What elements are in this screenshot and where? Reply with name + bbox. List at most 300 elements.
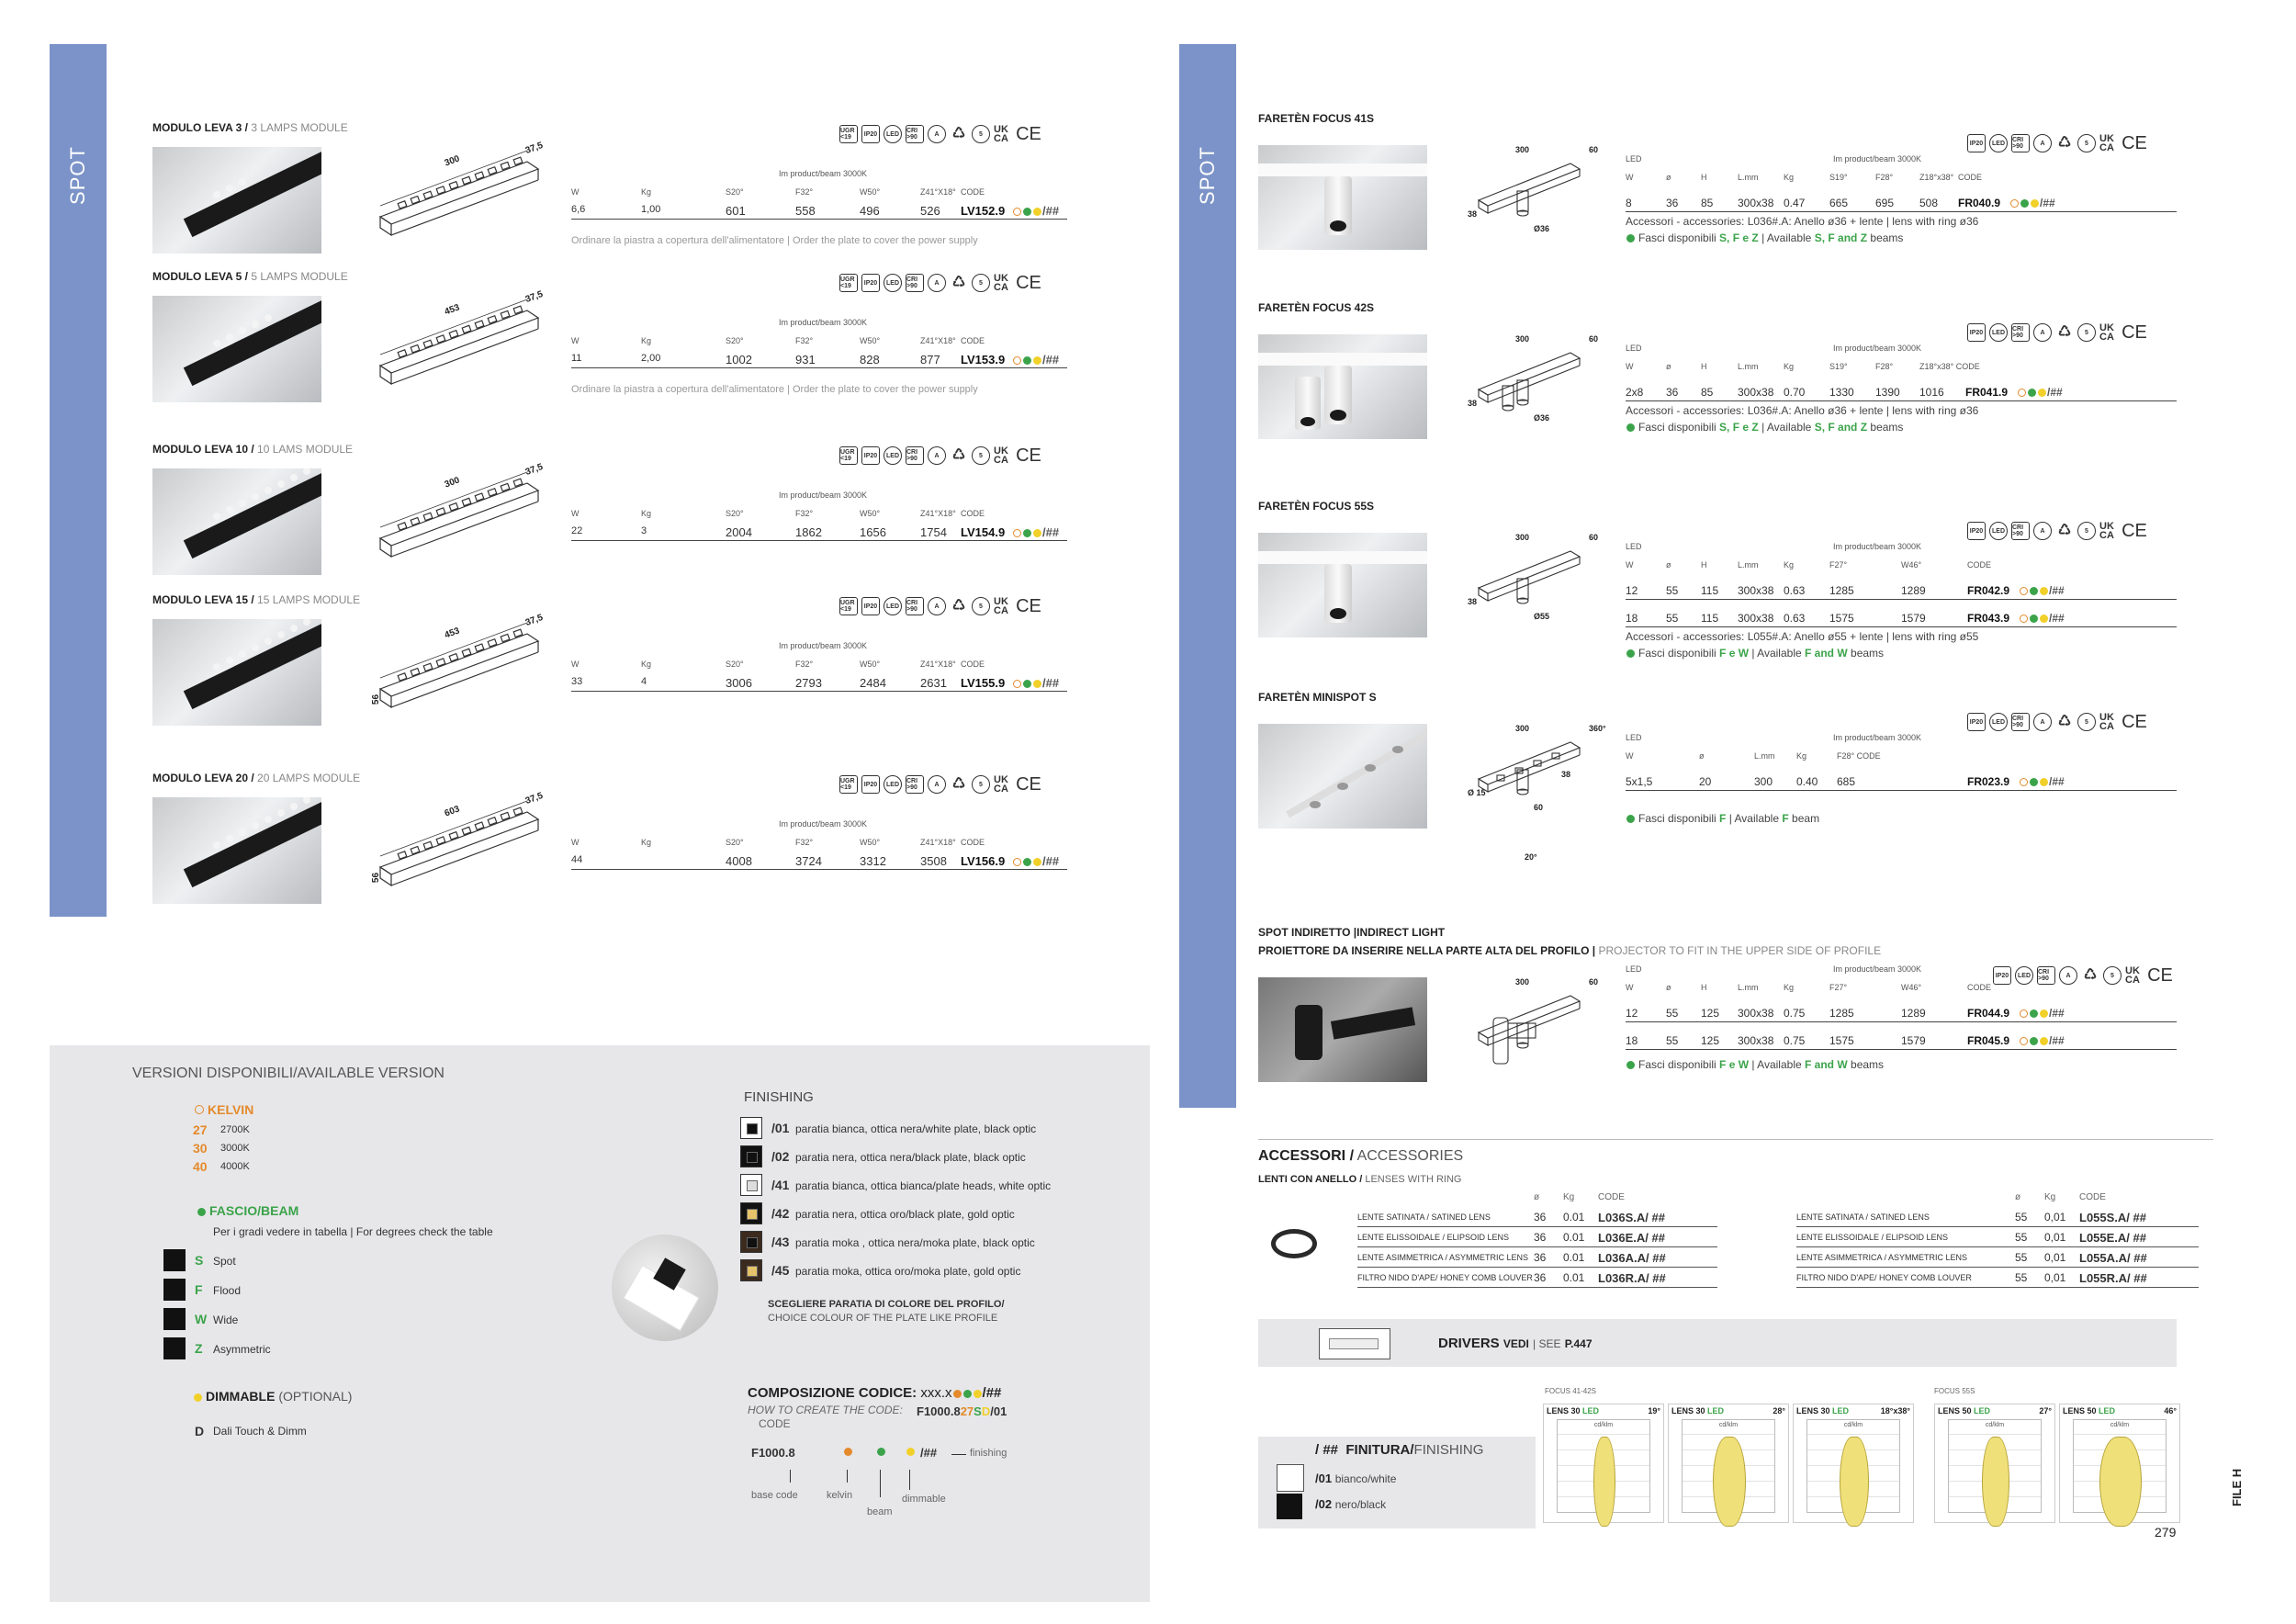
acc-name: LENTE ELISSOIDALE / ELIPSOID LENS [1357,1233,1510,1242]
ip20-icon: IP20 [861,597,880,615]
beam-dot-icon [1626,423,1635,432]
product-title-minispot: FARETÈN MINISPOT S [1258,691,1377,704]
product-title-focus55: FARETÈN FOCUS 55S [1258,500,1375,513]
ukca-icon: UK CA [994,596,1008,616]
drawing-label: 360° [1589,724,1606,733]
lens-chart-angle: 27° [2039,1406,2052,1415]
kelvin-title: KELVIN [195,1102,253,1117]
cri-icon: CRI >90 [906,446,924,465]
acc-d: 36 [1534,1251,1547,1264]
spec-header-cell: W [1626,751,1634,761]
spec-value-cell: 3 [641,525,647,536]
beam-dot-icon [197,1208,206,1216]
kelvin-code-27: 27 [193,1122,208,1137]
acc-rule [1357,1267,1717,1268]
spec-value-cell: 44 [571,854,583,865]
finishing-code-02: /02 [771,1149,790,1164]
dimm-dot-icon [2040,587,2048,595]
finishing-swatch-45 [740,1259,762,1281]
spec-header-cell: S20° [726,336,744,345]
spec-value-cell: 1575 [1829,612,1854,625]
finishing-code-43: /43 [771,1235,790,1249]
composition-label-kelvin: kelvin [827,1490,853,1501]
product-title-leva20: MODULO LEVA 20 / 20 LAMPS MODULE [152,772,361,784]
energy-a-icon: A [928,274,946,292]
cri-icon: CRI >90 [2037,966,2055,985]
composition-base: F1000.8 [751,1446,795,1460]
spec-header-cell: ø [1666,983,1671,992]
option-dots [2019,1034,2049,1047]
warranty-5-icon: 5 [972,775,990,794]
spec-header-cell: F32° [795,187,814,197]
spec-header-cell: F27° [1829,983,1848,992]
dimm-dot-icon [1033,858,1041,866]
composition-base-suffix: /## [920,1446,938,1460]
spec-table-leva5 [571,318,1067,373]
finitura-item-2: /02 nero/black [1315,1497,1387,1511]
spec-value-cell: 1862 [795,525,822,539]
energy-a-icon: A [928,125,946,143]
acc-kg: 0.01 [1563,1231,1585,1244]
spec-rule [1626,599,2177,600]
drivers-label: DRIVERS VEDI | SEE P.447 [1438,1336,1593,1351]
spec-rule [1626,400,2177,401]
spec-header-cell: Kg [1784,362,1795,371]
lens-chart-angle: 18°x38° [1880,1406,1910,1415]
ip20-icon: IP20 [1967,134,1986,152]
option-dots [1012,854,1042,868]
acc-kg: 0.01 [1563,1211,1585,1224]
product-code: LV152.9 [961,204,1006,218]
spec-value-cell: 55 [1666,612,1679,625]
spec-header-cell: ø [1666,560,1671,570]
beam-code-F: F [195,1282,203,1297]
spec-header-cell: ø [1666,173,1671,182]
spec-rule [571,869,1067,870]
ip20-icon: IP20 [1967,522,1986,540]
led-icon: LED [1989,713,2008,731]
finitura-box [1258,1437,1536,1528]
spec-header-cell: H [1701,560,1707,570]
accessories-top-rule [1258,1139,2213,1140]
spec-header-row [1626,560,2177,573]
drawing-dim-width: 37,5 [523,141,545,156]
energy-a-icon: A [2033,323,2052,342]
kelvin-ring-icon [195,1105,204,1114]
cri-icon: CRI >90 [2011,713,2030,731]
finishing-code-41: /41 [771,1178,790,1192]
acc-code: L055A.A/ ## [2079,1251,2147,1265]
spec-rule [1626,790,2177,791]
drawing-dim-width: 37,5 [523,462,545,478]
recycle-icon: ♺ [951,598,966,614]
cert-icons [839,125,1040,143]
lens-chart-3 [1793,1404,1914,1523]
spec-header-cell: H [1701,362,1707,371]
spec-header-cell: ø [1699,751,1705,761]
drawing-label: 60 [1534,803,1544,812]
drawing-label: 38 [1561,770,1571,779]
spec-value-row [571,525,1067,538]
drawing-label: 38 [1468,399,1478,408]
beam-dot-icon [1023,356,1031,365]
spec-value-row [1626,386,2177,399]
lens-chart-2 [1668,1404,1789,1523]
beam-code-W: W [195,1312,208,1326]
accessory-note: Accessori - accessories: L036#.A: Anello ø36 + lente | lens with ring ø36 [1626,404,1979,417]
spec-rule [571,540,1067,541]
dimm-dot-icon [2040,778,2048,786]
spec-header-cell: Z18°x38° CODE [1919,362,1980,371]
energy-a-icon: A [928,597,946,615]
spec-value-cell: 4 [641,676,647,687]
spec-value-cell: 3312 [860,854,886,868]
ip20-icon: IP20 [1967,323,1986,342]
spec-header-cell: Kg [641,336,652,345]
product-title-indiretto: SPOT INDIRETTO |INDIRECT LIGHT [1258,926,1446,939]
code-options: /## [2019,775,2065,788]
spec-value-cell: 36 [1666,197,1679,209]
acc-name: FILTRO NIDO D'APE/ HONEY COMB LOUVER [1796,1273,1972,1282]
acc-header-code: CODE [2079,1192,2106,1202]
dimm-dot-icon [1033,208,1041,216]
acc-kg: 0,01 [2044,1231,2066,1244]
composition-dash [951,1454,966,1455]
spec-header-cell: F28° CODE [1837,751,1881,761]
kelvin-ring-icon [2020,615,2028,623]
spec-header-cell: S19° [1829,173,1848,182]
spec-value-cell: 6,6 [571,204,586,215]
spec-value-cell: 0.40 [1796,775,1818,788]
cert-icons [839,775,1040,794]
lens-chart-unit: cd/klm [1985,1422,2005,1428]
drawing-label: Ø 15 [1468,788,1486,797]
led-icon: LED [884,446,902,465]
spec-value-cell: 2,00 [641,353,661,364]
code-options: /## [2019,1007,2065,1020]
finishing-label-01: paratia bianca, ottica nera/white plate, black optic [795,1122,1037,1135]
led-icon: LED [884,597,902,615]
drawing-label: 300 [1515,724,1530,733]
ip20-icon: IP20 [1993,966,2011,985]
drawing-label: 300 [1515,145,1530,154]
code-options: /## [1012,676,1059,690]
product-photo-focus41 [1258,145,1427,250]
spec-header-cell: F32° [795,336,814,345]
beam-header: Im product/beam 3000K [1833,344,1922,353]
spec-value-cell: 8 [1626,197,1632,209]
beam-label-W: Wide [213,1314,239,1326]
spec-header-cell: L.mm [1754,751,1775,761]
spec-value-cell: 125 [1701,1007,1720,1020]
product-title-focus41: FARETÈN FOCUS 41S [1258,112,1375,125]
kelvin-ring-icon [1013,208,1021,216]
spec-header-row [1626,362,2177,375]
warranty-5-icon: 5 [972,125,990,143]
warranty-5-icon: 5 [2077,134,2096,152]
drawing-dim-width: 37,5 [523,791,545,806]
spec-header-cell: W46° [1901,983,1922,992]
spec-header-cell: Z41°X18° [920,336,956,345]
spec-value-cell: 508 [1919,197,1939,209]
led-icon: LED [884,125,902,143]
recycle-icon: ♺ [951,126,966,141]
ugr-icon: UGR <19 [839,274,858,292]
spec-value-cell: 1579 [1901,612,1926,625]
acc-header-kg: Kg [1563,1192,1575,1202]
beam-dot-icon [1023,529,1031,537]
lens-ring-photo [1258,1196,1324,1291]
spec-header-row [571,336,1067,349]
spec-rule [571,367,1067,368]
lens-chart-beam-shape [2099,1437,2142,1527]
spec-header-cell: W50° [860,660,881,669]
recycle-icon: ♺ [2083,967,2098,983]
lens-chart-title: LENS 50 LED [2063,1406,2116,1415]
drawing-label: 60 [1589,334,1599,344]
led-icon: LED [884,274,902,292]
composition-howto2: CODE [759,1417,791,1430]
cri-icon: CRI >90 [906,125,924,143]
finitura-item-1: /01 bianco/white [1315,1472,1397,1485]
ce-icon: CE [1016,774,1041,795]
product-photo-leva10 [152,468,321,575]
spec-header-row [1626,173,2177,186]
kelvin-label-40: 4000K [220,1161,250,1172]
lens-chart-unit: cd/klm [1843,1422,1863,1428]
led-icon: LED [1989,323,2008,342]
beam-header: Im product/beam 3000K [1833,542,1922,551]
acc-rule [1796,1226,2199,1227]
spec-table-leva20 [571,819,1067,874]
spec-header-cell: W50° [860,838,881,847]
spec-header-cell: CODE [961,660,985,669]
spec-header-cell: F32° [795,509,814,518]
kelvin-label-27: 2700K [220,1124,250,1135]
spec-value-cell: 2793 [795,676,822,690]
spec-note: Ordinare la piastra a copertura dell'alimentatore | Order the plate to cover the power supply [571,384,978,395]
cert-icons [1967,713,2145,731]
kelvin-ring-icon [1013,680,1021,688]
led-label: LED [1626,154,1642,164]
beams-available: Fasci disponibili S, F e Z | Available S, F and Z beams [1626,231,1903,244]
composition-example: F1000.827SD/01 [917,1404,1007,1418]
spec-header-cell: W [571,660,580,669]
spec-value-cell: 1656 [860,525,886,539]
acc-code: L055E.A/ ## [2079,1231,2146,1245]
spec-value-cell: 1289 [1901,584,1926,597]
product-title-leva3: MODULO LEVA 3 / 3 LAMPS MODULE [152,121,348,134]
lens-chart-unit: cd/klm [1593,1422,1614,1428]
spec-header-row [1626,751,2177,764]
cert-icons [839,597,1040,615]
spec-header-cell: Z41°X18° [920,660,956,669]
spec-value-cell: 0.47 [1784,197,1806,209]
lens-chart-title: LENS 50 LED [1938,1406,1991,1415]
spec-value-cell: 665 [1829,197,1849,209]
spec-value-cell: 1330 [1829,386,1854,399]
spec-rule [571,691,1067,692]
product-code: LV156.9 [961,854,1006,868]
technical-drawing-indiretto [1460,968,1616,1088]
acc-kg: 0,01 [2044,1271,2066,1284]
spec-value-cell: 1002 [726,353,752,367]
beam-header: Im product/beam 3000K [1833,154,1922,164]
acc-name: LENTE ASIMMETRICA / ASYMMETRIC LENS [1796,1253,1968,1262]
ukca-icon: UK CA [2099,712,2114,732]
kelvin-ring-icon [1013,529,1021,537]
spec-value-cell: 1285 [1829,1007,1854,1020]
cert-icons [839,446,1040,465]
spec-value-cell: 2x8 [1626,386,1644,399]
spec-header-cell: L.mm [1738,362,1759,371]
ce-icon: CE [1016,596,1041,616]
spec-header-cell: Z18°x38° [1919,173,1954,182]
ugr-icon: UGR <19 [839,446,858,465]
finishing-swatch-43 [740,1231,762,1253]
drawing-label: 60 [1589,145,1599,154]
code-options: /## [2019,612,2065,625]
product-code: FR040.9 [1958,197,2001,209]
ce-icon: CE [1016,445,1041,466]
composition-dot-beam [877,1448,885,1456]
beam-dot-icon [1626,234,1635,242]
energy-a-icon: A [2033,134,2052,152]
product-title-leva10: MODULO LEVA 10 / 10 LAMS MODULE [152,443,354,456]
spec-value-row [571,353,1067,366]
ip20-icon: IP20 [861,274,880,292]
acc-kg: 0,01 [2044,1211,2066,1224]
led-icon: LED [1989,522,2008,540]
spec-value-cell: 0.63 [1784,584,1806,597]
finishing-swatch-42 [740,1202,762,1224]
lens-chart-grid [1557,1419,1650,1513]
spec-value-cell: 2004 [726,525,752,539]
lens-chart-angle: 19° [1648,1406,1660,1415]
option-dots [1012,204,1042,218]
beam-dot-icon [2030,1037,2038,1045]
accessory-note: Accessori - accessories: L055#.A: Anello ø55 + lente | lens with ring ø55 [1626,630,1979,643]
recycle-icon: ♺ [951,447,966,463]
spec-value-cell: 3006 [726,676,752,690]
beam-dot-icon [1023,858,1031,866]
acc-code: L036E.A/ ## [1598,1231,1665,1245]
beam-dot-icon [2030,1009,2038,1018]
spec-header-row [1626,983,2177,996]
accessories-sub: LENTI CON ANELLO / LENSES WITH RING [1258,1174,1462,1185]
beam-header: Im product/beam 3000K [779,641,868,650]
spec-table-leva3 [571,169,1067,224]
beams-available: Fasci disponibili F | Available F beam [1626,812,1819,825]
spec-value-cell: 125 [1701,1034,1720,1047]
warranty-5-icon: 5 [2077,323,2096,342]
spec-value-cell: 0.75 [1784,1007,1806,1020]
spec-header-cell: Kg [1784,173,1795,182]
spec-header-cell: H [1701,173,1707,182]
ce-icon: CE [2122,712,2147,732]
lens-chart-grid [1948,1419,2042,1513]
recycle-icon: ♺ [2057,135,2072,151]
spec-value-cell: 300x38 [1738,612,1774,625]
product-code: LV154.9 [961,525,1006,539]
spec-header-row [571,838,1067,851]
lens-chart-1 [1543,1404,1664,1523]
ce-icon: CE [2122,521,2147,541]
product-title-focus42: FARETÈN FOCUS 42S [1258,301,1375,314]
kelvin-ring-icon [2018,389,2026,397]
lens-chart-beam-shape [1713,1437,1746,1527]
spec-header-cell: Kg [641,838,652,847]
spec-value-row [571,204,1067,217]
spec-value-row [1626,197,2177,209]
dimmable-dot-icon [194,1393,202,1402]
beam-header: Im product/beam 3000K [779,169,868,178]
code-options: /## [2019,1034,2065,1047]
spec-header-cell: L.mm [1738,560,1759,570]
spec-header-cell: W46° [1901,560,1922,570]
spec-header-cell: L.mm [1738,173,1759,182]
drawing-dim-height: 56 [371,872,382,884]
dimm-dot-icon [1033,680,1041,688]
finishing-label-43: paratia moka , ottica nera/moka plate, black optic [795,1236,1035,1249]
lens-chart-angle: 28° [1773,1406,1785,1415]
finitura-swatch-white [1277,1464,1304,1492]
drawing-label: 300 [1515,533,1530,542]
code-options: /## [1012,353,1059,367]
beam-header: Im product/beam 3000K [779,318,868,327]
spec-value-cell: 2631 [920,676,947,690]
finishing-swatch-02 [740,1145,762,1167]
lens-chart-5 [2059,1404,2180,1523]
product-photo-leva3 [152,147,321,254]
code-options: /## [1012,525,1059,539]
beam-dot-icon [1626,649,1635,658]
beam-code-Z: Z [195,1341,203,1356]
spec-value-cell: 20 [1699,775,1712,788]
spec-header-row [571,187,1067,200]
lens-chart-unit: cd/klm [1718,1422,1739,1428]
spec-note: Ordinare la piastra a copertura dell'alimentatore | Order the plate to cover the power supply [571,235,978,246]
acc-code: L036R.A/ ## [1598,1271,1666,1285]
spec-header-cell: CODE [1967,560,1992,570]
cri-icon: CRI >90 [906,775,924,794]
finishing-code-45: /45 [771,1263,790,1278]
spec-value-cell: 85 [1701,197,1714,209]
composition-label-dimm: dimmable [902,1494,946,1505]
acc-name: LENTE ELISSOIDALE / ELIPSOID LENS [1796,1233,1949,1242]
product-photo-leva20 [152,797,321,904]
drawing-label: 300 [1515,977,1530,987]
spec-rule [1626,1021,2177,1022]
beams-available: Fasci disponibili S, F e Z | Available S, F and Z beams [1626,421,1903,434]
finishing-code-01: /01 [771,1121,790,1135]
spec-header-row [571,660,1067,672]
ce-icon: CE [2147,965,2173,986]
energy-a-icon: A [928,446,946,465]
ukca-icon: UK CA [994,445,1008,466]
spec-header-cell: W [1626,983,1634,992]
cert-icons [1967,323,2145,342]
kelvin-ring-icon [2020,778,2028,786]
spec-value-cell: 5x1,5 [1626,775,1653,788]
spec-value-cell: 496 [860,204,880,218]
option-dots [1012,525,1042,539]
kelvin-ring-icon [2020,1009,2028,1018]
energy-a-icon: A [2033,713,2052,731]
page-number: 279 [2155,1525,2177,1539]
spec-value-cell: 3508 [920,854,947,868]
spec-value-cell: 300x38 [1738,584,1774,597]
